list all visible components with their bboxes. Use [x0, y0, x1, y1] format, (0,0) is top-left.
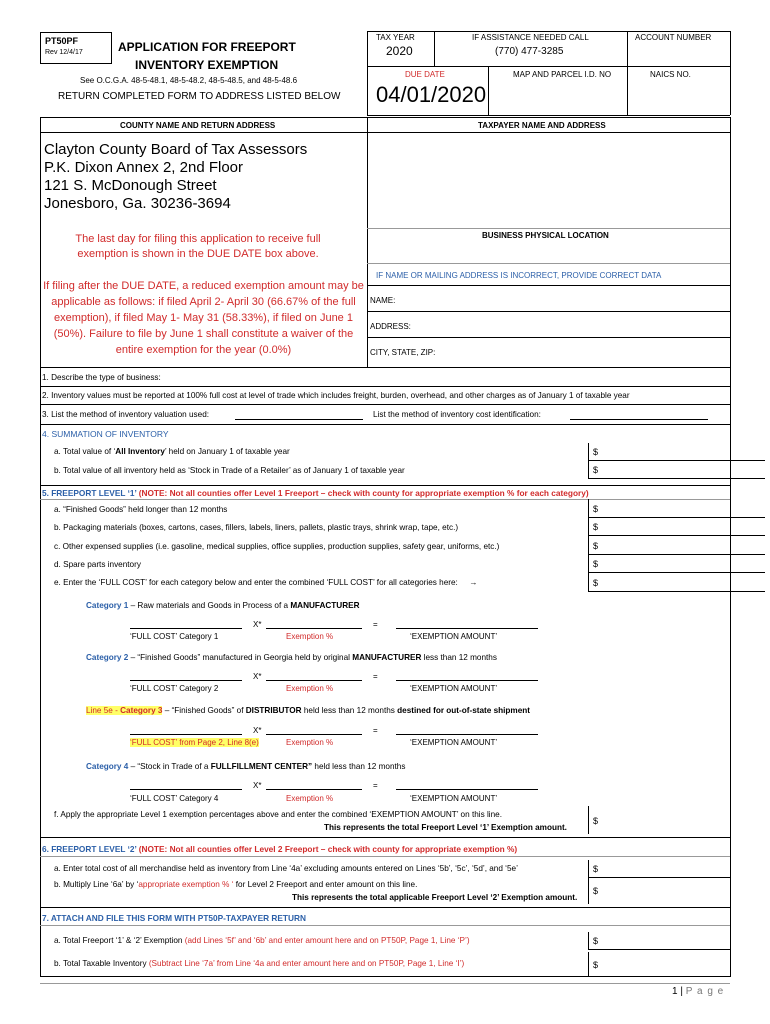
category-4-exemption-pct-field[interactable]	[266, 779, 362, 790]
line-5b-amount[interactable]: $	[588, 518, 765, 536]
line-4a-amount[interactable]: $	[588, 443, 765, 461]
late-filing-note: If filing after the DUE DATE, a reduced exemption amount may be applicable as follows: if filed April 2- April 30 (66.67% of the full exemption), if filed May 1- May 31 (58.33%), if filed on June 1 (50%). Failure to file by June 1 shall constitute a waiver of the entire exemption for the year (0.0%)	[43, 280, 364, 356]
line-7a-amount[interactable]: $	[588, 932, 731, 950]
tax-year-label: TAX YEAR	[376, 33, 415, 42]
county-address-line-1: Clayton County Board of Tax Assessors	[44, 141, 308, 158]
x-star: X*	[253, 672, 262, 681]
map-parcel-label: MAP AND PARCEL I.D. NO	[513, 70, 612, 79]
line-4a-label: a. Total value of ‘All Inventory’ held on January 1 of taxable year	[54, 447, 290, 456]
category-3-exemption-amount-caption: ‘EXEMPTION AMOUNT’	[410, 738, 498, 747]
form-id: PT50PF	[45, 36, 79, 46]
line-5b-label: b. Packaging materials (boxes, cartons, cases, fillers, labels, liners, pallets, plastic trays, shrink wrap, tape, etc.)	[54, 523, 459, 532]
category-3-full-cost-caption: ‘FULL COST’ from Page 2, Line 8(e)	[130, 738, 259, 747]
category-4-exemption-pct-caption: Exemption %	[286, 794, 334, 803]
category-4-full-cost-caption: ‘FULL COST’ Category 4	[130, 794, 219, 803]
form-title-1: APPLICATION FOR FREEPORT	[118, 40, 296, 54]
city-state-zip-label: CITY, STATE, ZIP:	[370, 348, 436, 357]
line-6b-total-note: This represents the total applicable Freeport Level ‘2’ Exemption amount.	[292, 893, 578, 902]
line-5d-label: d. Spare parts inventory	[54, 560, 141, 569]
address-label: ADDRESS:	[370, 322, 411, 331]
item-3-cost-identification: List the method of inventory cost identification:	[373, 410, 541, 419]
name-label: NAME:	[370, 296, 396, 305]
county-address-line-2: P.K. Dixon Annex 2, 2nd Floor	[44, 159, 244, 176]
line-6b-label: b. Multiply Line ‘6a’ by ‘appropriate exemption % ‘ for Level 2 Freeport and enter amount on this line.	[54, 880, 418, 889]
incorrect-address-note: IF NAME OR MAILING ADDRESS IS INCORRECT, PROVIDE CORRECT DATA	[376, 271, 662, 280]
category-2-full-cost-caption: ‘FULL COST’ Category 2	[130, 684, 219, 693]
county-address-line-4: Jonesboro, Ga. 30236-3694	[44, 195, 231, 212]
line-5a-amount[interactable]: $	[588, 500, 765, 518]
category-2-heading: Category 2 – “Finished Goods” manufactured in Georgia held by original MANUFACTURER less than 12 months	[86, 653, 497, 662]
category-1-heading: Category 1 – Raw materials and Goods in Process of a MANUFACTURER	[86, 601, 360, 610]
line-5e-amount[interactable]: $	[588, 574, 765, 592]
category-3-exemption-pct-field[interactable]	[266, 724, 362, 735]
due-date-label: DUE DATE	[405, 70, 445, 79]
x-star: X*	[253, 620, 262, 629]
category-1-full-cost-field[interactable]	[130, 618, 242, 629]
county-address-line-3: 121 S. McDonough Street	[44, 177, 217, 194]
category-2-exemption-pct-caption: Exemption %	[286, 684, 334, 693]
assistance-label: IF ASSISTANCE NEEDED CALL	[472, 33, 589, 42]
item-3-valuation-method: 3. List the method of inventory valuation used:	[42, 410, 210, 419]
line-6a-label: a. Enter total cost of all merchandise held as inventory from Line ‘4a’ excluding amounts entered on Lines ‘5b’, ‘5c’, ‘5d’, and ‘5e’	[54, 864, 518, 873]
line-4b-label: b. Total value of all inventory held as ‘Stock in Trade of a Retailer’ as of January 1 of taxable year	[54, 466, 405, 475]
line-5f-amount[interactable]: $	[588, 806, 731, 834]
line-5f-total-note: This represents the total Freeport Level ‘1’ Exemption amount.	[324, 823, 567, 832]
arrow-right-icon: →	[469, 578, 478, 587]
line-5d-amount[interactable]: $	[588, 555, 765, 573]
category-1-full-cost-caption: ‘FULL COST’ Category 1	[130, 632, 219, 641]
account-number-label: ACCOUNT NUMBER	[635, 33, 712, 42]
assistance-phone: (770) 477-3285	[495, 46, 564, 57]
return-instruction: RETURN COMPLETED FORM TO ADDRESS LISTED BELOW	[58, 91, 341, 102]
x-star: X*	[253, 781, 262, 790]
page-footer: 1 | P a g e	[672, 986, 725, 997]
page-number: 1	[672, 986, 678, 997]
item-1-business-type[interactable]: 1. Describe the type of business:	[42, 373, 161, 382]
equals-sign: =	[373, 620, 378, 629]
category-3-heading: Line 5e - Category 3 – “Finished Goods” of DISTRIBUTOR held less than 12 months destined for out-of-state shipment	[86, 706, 530, 715]
line-7b-label: b. Total Taxable Inventory (Subtract Line ‘7a’ from Line ‘4a and enter amount here and on PT50P, Page 1, Line ‘I’)	[54, 959, 465, 968]
line-4b-amount[interactable]: $	[588, 461, 765, 479]
item-2-inventory-values: 2. Inventory values must be reported at 100% full cost at level of trade which includes freight, burden, overhead, and other charges as of January 1 of taxable year	[42, 391, 630, 400]
equals-sign: =	[373, 672, 378, 681]
line-6a-amount[interactable]: $	[588, 860, 731, 878]
category-4-exemption-amount-caption: ‘EXEMPTION AMOUNT’	[410, 794, 498, 803]
x-star: X*	[253, 726, 262, 735]
category-4-heading: Category 4 – “Stock in Trade of a FULLFILLMENT CENTER” held less than 12 months	[86, 762, 406, 771]
line-5c-label: c. Other expensed supplies (i.e. gasoline, medical supplies, office supplies, production supplies, safety gear, uniforms, etc.)	[54, 542, 500, 551]
category-2-full-cost-field[interactable]	[130, 670, 242, 681]
statute-refs: See O.C.G.A. 48-5-48.1, 48-5-48.2, 48-5-48.5, and 48-5-48.6	[80, 76, 298, 85]
equals-sign: =	[373, 781, 378, 790]
category-2-exemption-amount-caption: ‘EXEMPTION AMOUNT’	[410, 684, 498, 693]
category-1-exemption-pct-field[interactable]	[266, 618, 362, 629]
cost-identification-field[interactable]	[570, 409, 708, 420]
category-3-full-cost-field[interactable]	[130, 724, 242, 735]
form-title-2: INVENTORY EXEMPTION	[135, 58, 279, 72]
last-day-note: The last day for filing this application to receive full exemption is shown in the DUE DATE box above.	[75, 233, 321, 260]
section-5-title: 5. FREEPORT LEVEL ‘1’ (NOTE: Not all counties offer Level 1 Freeport – check with county for appropriate exemption % for each category)	[42, 488, 589, 498]
category-4-full-cost-field[interactable]	[130, 779, 242, 790]
category-1-exemption-pct-caption: Exemption %	[286, 632, 334, 641]
equals-sign: =	[373, 726, 378, 735]
line-5c-amount[interactable]: $	[588, 537, 765, 555]
naics-label: NAICS NO.	[650, 70, 691, 79]
category-1-exemption-amount-caption: ‘EXEMPTION AMOUNT’	[410, 632, 498, 641]
business-physical-location-label: BUSINESS PHYSICAL LOCATION	[482, 231, 609, 240]
section-6-title: 6. FREEPORT LEVEL ‘2’ (NOTE: Not all counties offer Level 2 Freeport – check with county for appropriate exemption %)	[42, 844, 518, 854]
category-1-exemption-amount-field[interactable]	[396, 618, 538, 629]
page-word: P a g e	[685, 986, 725, 997]
line-7a-label: a. Total Freeport ‘1’ & ‘2’ Exemption (add Lines ‘5f’ and ‘6b’ and enter amount here and on PT50P, Page 1, Line ‘P’)	[54, 936, 470, 945]
line-5a-label: a. “Finished Goods” held longer than 12 months	[54, 505, 228, 514]
form-rev: Rev 12/4/17	[45, 49, 83, 56]
valuation-method-field[interactable]	[235, 409, 363, 420]
line-5f-label: f. Apply the appropriate Level 1 exemption percentages above and enter the combined ‘EXEMPTION AMOUNT’ on this line.	[54, 810, 502, 819]
county-address-label: COUNTY NAME AND RETURN ADDRESS	[120, 121, 276, 130]
category-2-exemption-pct-field[interactable]	[266, 670, 362, 681]
taxpayer-address-label: TAXPAYER NAME AND ADDRESS	[478, 121, 606, 130]
category-3-exemption-pct-caption: Exemption %	[286, 738, 334, 747]
category-3-exemption-amount-field[interactable]	[396, 724, 538, 735]
form-id-box	[40, 32, 112, 64]
line-6b-amount[interactable]: $	[588, 878, 731, 904]
line-5e-label: e. Enter the ‘FULL COST’ for each category below and enter the combined ‘FULL COST’ for all categories here: →	[54, 578, 478, 587]
category-4-exemption-amount-field[interactable]	[396, 779, 538, 790]
section-4-title: 4. SUMMATION OF INVENTORY	[42, 429, 169, 439]
category-2-exemption-amount-field[interactable]	[396, 670, 538, 681]
due-date-value: 04/01/2020	[376, 82, 487, 107]
line-7b-amount[interactable]: $	[588, 952, 731, 976]
section-7-title: 7. ATTACH AND FILE THIS FORM WITH PT50P-TAXPAYER RETURN	[42, 913, 306, 923]
tax-year-value: 2020	[386, 44, 413, 58]
